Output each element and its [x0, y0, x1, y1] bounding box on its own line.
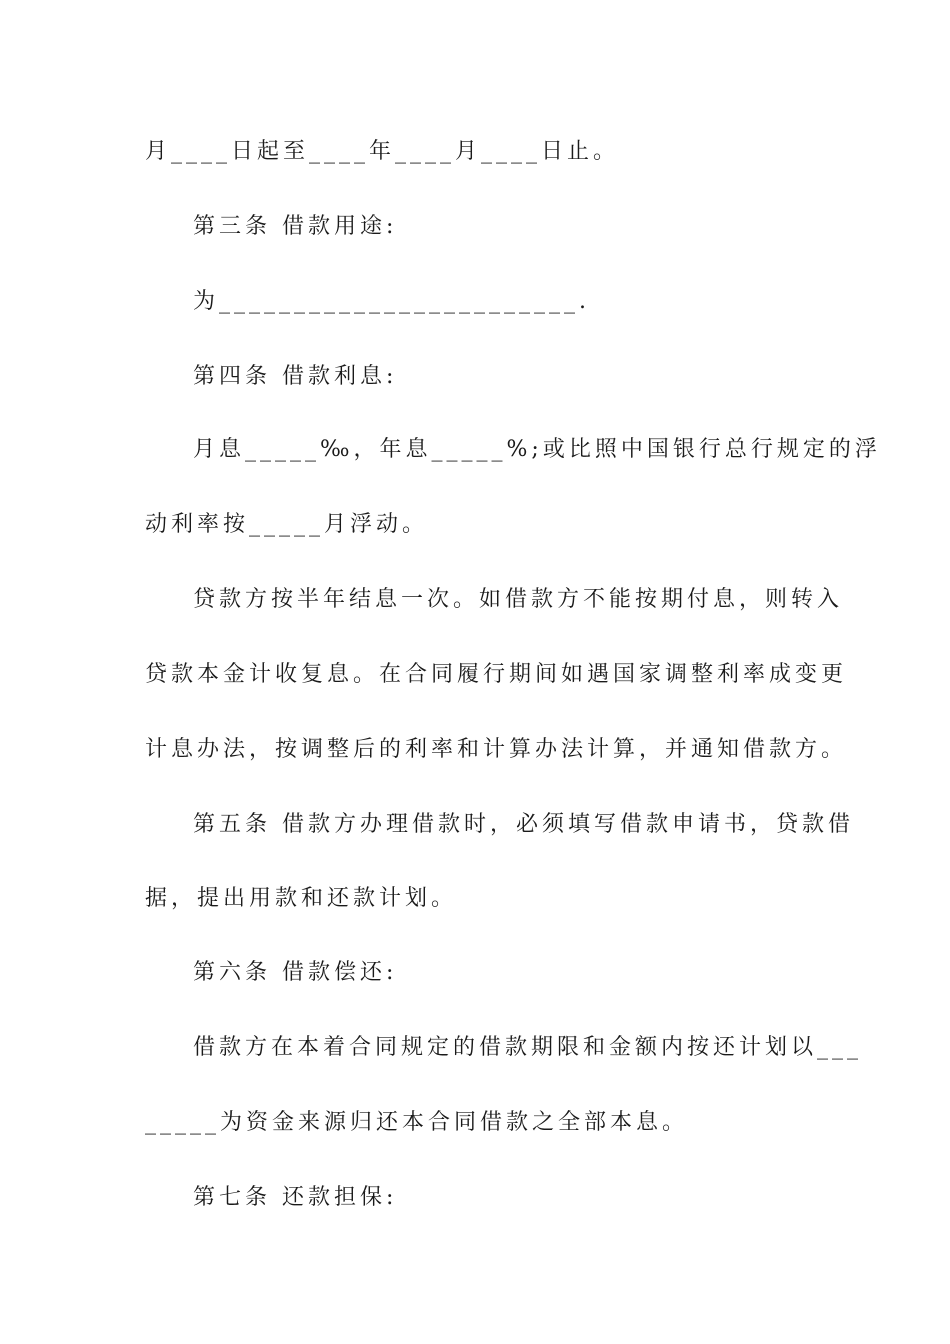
- article-3-heading: 第三条 借款用途:: [193, 214, 398, 239]
- article-5-line-1: 第五条 借款方办理借款时，必须填写借款申请书，贷款借: [193, 812, 854, 837]
- repayment-line-1: 借款方在本着合同规定的借款期限和金额内按还计划以___: [193, 1035, 863, 1060]
- article-6-heading: 第六条 借款偿还:: [193, 960, 398, 985]
- article-4-heading: 第四条 借款利息:: [193, 364, 398, 389]
- term-period-line: 月____日起至____年____月____日止。: [145, 139, 620, 164]
- interest-settlement-line-3: 计息办法，按调整后的利率和计算办法计算，并通知借款方。: [145, 737, 848, 762]
- loan-purpose-line: 为________________________.: [193, 289, 590, 314]
- interest-rate-line: 月息_____‰，年息_____%;或比照中国银行总行规定的浮: [193, 437, 881, 462]
- interest-settlement-line-1: 贷款方按半年结息一次。如借款方不能按期付息，则转入: [193, 587, 844, 612]
- article-5-line-2: 据，提出用款和还款计划。: [145, 886, 458, 911]
- floating-rate-line: 动利率按_____月浮动。: [145, 512, 429, 537]
- repayment-line-2: _____为资金来源归还本合同借款之全部本息。: [145, 1110, 689, 1135]
- interest-settlement-line-2: 贷款本金计收复息。在合同履行期间如遇国家调整利率成变更: [145, 662, 848, 687]
- article-7-heading: 第七条 还款担保:: [193, 1185, 398, 1210]
